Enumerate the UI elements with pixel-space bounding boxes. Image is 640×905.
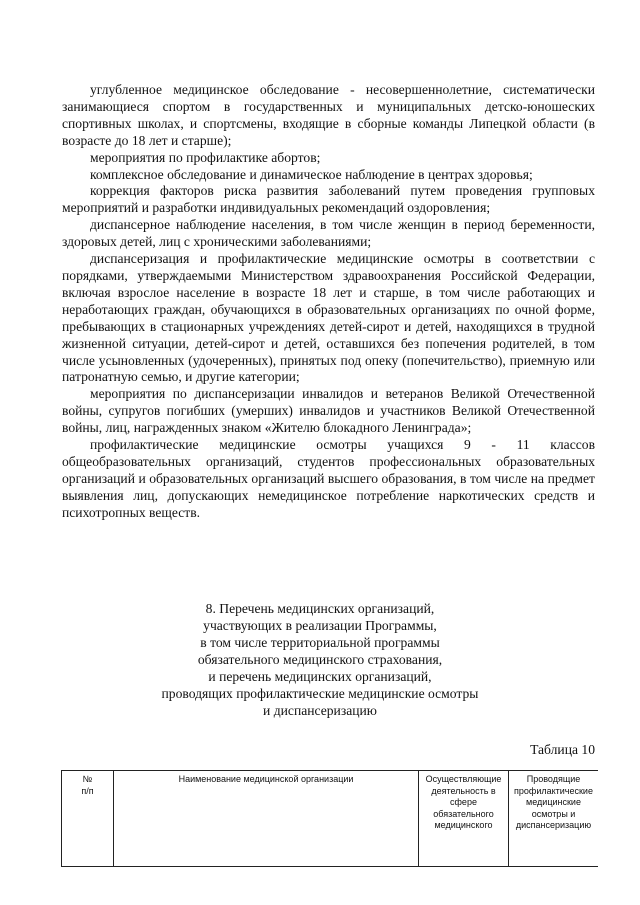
- header-line: деятельность в: [431, 785, 496, 796]
- header-line: №: [82, 774, 93, 784]
- header-oms: [419, 771, 509, 867]
- section-title-line: обязательного медицинского страхования,: [197, 652, 443, 667]
- organizations-table: [61, 770, 598, 867]
- paragraph: диспансеризация и профилактические медицинские осмотры в соответствии с порядками, утверждаемыми Министерством здравоохранения Российской Федерации, включая взрослое население в возрасте 18 лет и старше, в том числе работающих и неработающих граждан, обучающихся в образовательных организациях по очной форме, пребывающих в стационарных учреждениях детей-сирот и детей, находящихся в трудной жизненной ситуации, детей-сирот и детей, оставшихся без попечения родителей, в том числе усыновленных (удочеренных), принятых под опеку (попечительство), приемную или патронатную семью, и другие категории;: [62, 251, 595, 385]
- paragraph: коррекция факторов риска развития заболеваний путем проведения групповых мероприятий и разработки индивидуальных рекомендаций оздоровления;: [62, 183, 595, 216]
- section-title: [100, 600, 540, 719]
- table-header-row: [62, 771, 599, 867]
- header-number: [62, 771, 114, 867]
- header-line: обязательного: [433, 808, 494, 819]
- section-title-line: и диспансеризацию: [263, 703, 377, 718]
- section-title-line: 8. Перечень медицинских организаций,: [205, 601, 435, 616]
- header-line: Наименование медицинской организации: [178, 774, 354, 784]
- table-label: Таблица 10: [530, 742, 595, 757]
- header-line: осмотры и: [531, 808, 576, 819]
- header-line: медицинского: [434, 820, 493, 830]
- header-org-name: [114, 771, 419, 867]
- header-line: медицинские: [526, 797, 581, 807]
- paragraph: мероприятия по диспансеризации инвалидов и ветеранов Великой Отечественной войны, супругов погибших (умерших) инвалидов и участников Великой Отечественной войны, лиц, награжденных знаком «Жителю блокадного Ленинграда»;: [62, 386, 595, 436]
- header-prof: [509, 771, 599, 867]
- section-title-line: участвующих в реализации Программы,: [203, 618, 437, 633]
- paragraph: профилактические медицинские осмотры учащихся 9 - 11 классов общеобразовательных организаций, студентов профессиональных образовательных организаций и образовательных организаций высшего образования, в том числе на предмет выявления лиц, допускающих немедицинское потребление наркотических средств и психотропных веществ.: [62, 437, 595, 520]
- section-title-line: проводящих профилактические медицинские осмотры: [161, 686, 479, 701]
- header-line: сфере: [450, 797, 477, 807]
- header-line: п/п: [81, 785, 94, 796]
- section-title-line: и перечень медицинских организаций,: [208, 669, 432, 684]
- paragraph: комплексное обследование и динамическое наблюдение в центрах здоровья;: [90, 166, 533, 182]
- table-wrapper: [61, 770, 598, 870]
- header-line: Проводящие: [526, 774, 581, 784]
- paragraph: мероприятия по профилактике абортов;: [90, 149, 321, 165]
- paragraph: диспансерное наблюдение населения, в том числе женщин в период беременности, здоровых детей, лиц с хроническими заболеваниями;: [62, 217, 595, 250]
- header-line: диспансеризацию: [515, 820, 592, 830]
- section-title-line: в том числе территориальной программы: [200, 635, 440, 650]
- paragraph: углубленное медицинское обследование - несовершеннолетние, систематически занимающиеся спортом в государственных и муниципальных детско-юношеских спортивных школах, и спортсмены, входящие в сборные команды Липецкой области (в возрасте до 18 лет и старше);: [62, 82, 595, 148]
- header-line: профилактические: [514, 785, 593, 796]
- header-line: Осуществляющие: [425, 774, 502, 784]
- body-text: [62, 82, 595, 522]
